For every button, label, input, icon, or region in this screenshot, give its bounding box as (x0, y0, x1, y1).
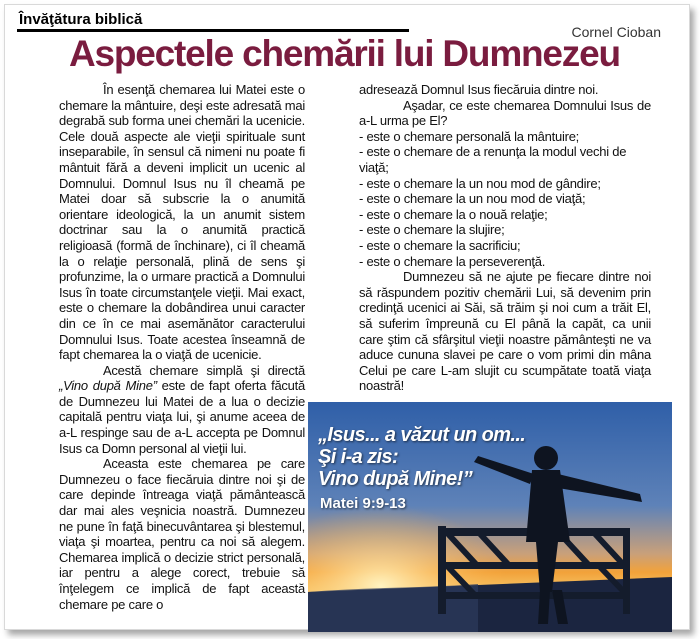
list-item: - este o chemare de a renunţa la modul vechi de viaţă; (359, 144, 627, 175)
paragraph-3: Aceasta este chemarea pe care Dumnezeu o face fiecăruia dintre noi şi de care depinde întreaga viaţă pământească dar mai ales veşnicia noastră. Dumnezeu ne pune în faţă binecuvântarea şi blestemul, viaţa şi moartea, pentru ca noi să alegem. Chemarea implică o decizie strict personală, iar pentru a alege corect, trebuie să înţelegem ce implică de fapt această chemare pe care o (59, 456, 305, 612)
sunset-photo (308, 402, 672, 632)
quote-line-1: „Isus... a văzut un om... (318, 424, 526, 446)
quote-line-2: Şi i-a zis: (318, 446, 399, 468)
list-item: - este o chemare personală la mântuire; (359, 128, 580, 144)
paragraph-continuation: adresează Domnul Isus fiecăruia dintre noi. (359, 82, 599, 97)
magazine-page (4, 4, 690, 630)
list-item: - este o chemare la o nouă relaţie; (359, 206, 548, 222)
photo-quote (318, 424, 525, 490)
calling-list (359, 129, 651, 269)
water (308, 584, 478, 632)
paragraph-2-rest: este de fapt oferta făcută de Dumnezeu lui Matei de a lua o decizie capitală pentru viaţa lui, şi anume aceea de a-L respinge sau de a-L accepta pe Domnul Isus ca Domn personal al vieţii lui. (59, 378, 305, 456)
bible-reference: Matei 9:9-13 (320, 495, 406, 512)
paragraph-question: Aşadar, ce este chemarea Domnului Isus de a-L urma pe El? (359, 97, 651, 129)
list-item: - este o chemare la sacrificiu; (359, 237, 521, 253)
list-item: - este o chemare la un nou mod de viaţă; (359, 191, 586, 207)
paragraph-2 (59, 363, 305, 457)
left-column (59, 82, 305, 612)
paragraph-2-lead: Acestă chemare simplă şi directă (103, 362, 305, 378)
right-column (359, 82, 651, 394)
paragraph-closing: Dumnezeu să ne ajute pe fiecare dintre noi să răspundem pozitiv chemării Lui, să devenim prin credinţă ucenici ai Săi, să trăim şi noi cum a trăit El, să suferim împreună cu El până la capăt, ca unii care ştim că sfârşitul vieţii noastre pământeşti ne va aduce cununa slavei pe care o vom primi din mâna Celui pe care L-am slujit cu scumpătate toată viaţa noastră! (359, 269, 651, 394)
author-name: Cornel Cioban (571, 24, 661, 40)
section-rule (17, 29, 409, 32)
list-item: - este o chemare la perseverenţă. (359, 253, 546, 269)
article-title: Aspectele chemării lui Dumnezeu (69, 33, 620, 74)
list-item: - este o chemare la slujire; (359, 222, 505, 238)
section-label: Învăţătura biblică (19, 11, 143, 28)
quote-line-3: Vino după Mine!” (318, 468, 473, 490)
list-item: - este o chemare la un nou mod de gândire; (359, 175, 601, 191)
paragraph-2-quote: „Vino după Mine” (59, 378, 157, 394)
paragraph-1: În esenţă chemarea lui Matei este o chemare la mântuire, deşi este adresată mai degrabă sub forma unei chemări la ucenicie. Cele două aspecte ale vieţii spirituale sunt inseparabile, în sensul că nimeni nu poate fi mântuit fără a deveni implicit un ucenic al Domnului. Domnul Isus nu îl cheamă pe Matei doar să subscrie la o anumită orientare ideologică, la un anumit sistem doctrinar sau la o anumită practică religioasă (formă de închinare), ci îl cheamă la o relaţie personală, plină de sens şi profunzime, la o urmare practică a Domnului Isus în toate circumstanţele vieţii. Mai exact, este o chemare la dobândirea unui caracter din ce în ce mai asemănător caracterului Domnului Isus. Toate acestea înseamnă de fapt chemarea la o viaţă de ucenicie. (59, 82, 305, 363)
